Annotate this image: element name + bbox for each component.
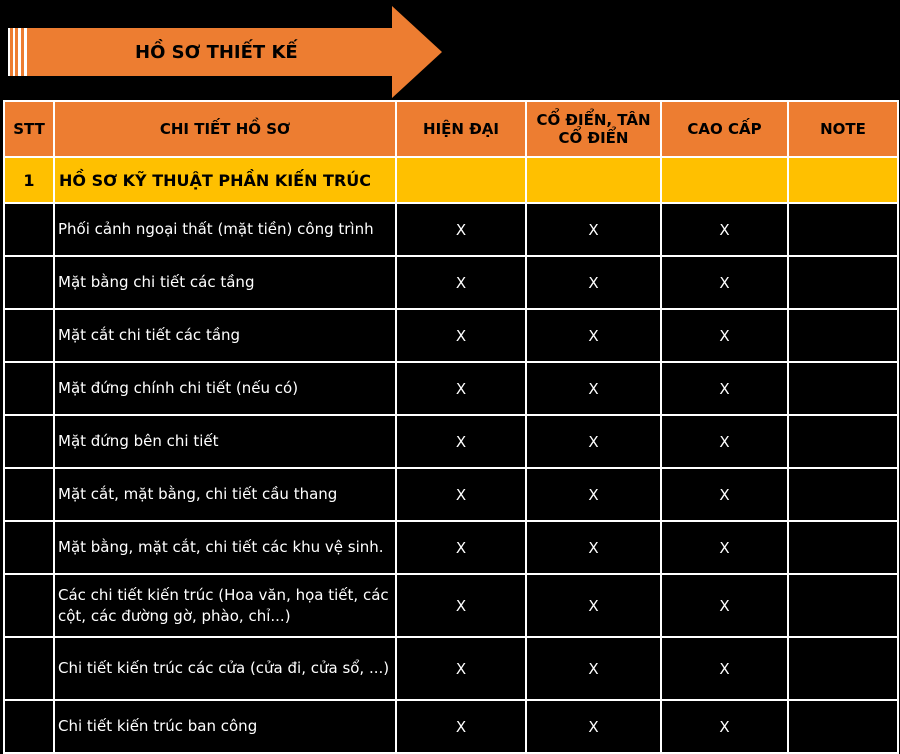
table-row	[4, 468, 898, 521]
row-classic: X	[526, 362, 661, 415]
table-row	[4, 574, 898, 637]
stripe-4	[24, 28, 27, 76]
row-modern: X	[396, 203, 526, 256]
table-row	[4, 521, 898, 574]
row-stt	[4, 362, 54, 415]
row-note	[788, 468, 898, 521]
row-stt	[4, 415, 54, 468]
header-luxury: CAO CẤP	[661, 101, 788, 157]
row-classic: X	[526, 256, 661, 309]
row-luxury: X	[661, 637, 788, 700]
stripe-3	[18, 28, 21, 76]
row-detail: Mặt đứng bên chi tiết	[54, 415, 396, 468]
row-classic: X	[526, 521, 661, 574]
stripe-1	[8, 28, 10, 76]
row-stt	[4, 309, 54, 362]
row-note	[788, 203, 898, 256]
row-stt	[4, 700, 54, 753]
table-row	[4, 415, 898, 468]
row-stt	[4, 203, 54, 256]
section-title: HỒ SƠ KỸ THUẬT PHẦN KIẾN TRÚC	[54, 157, 396, 203]
row-luxury: X	[661, 415, 788, 468]
row-stt	[4, 468, 54, 521]
row-modern: X	[396, 309, 526, 362]
row-classic: X	[526, 468, 661, 521]
section-cell	[788, 157, 898, 203]
table-header-row	[4, 101, 898, 157]
row-note	[788, 637, 898, 700]
header-note: NOTE	[788, 101, 898, 157]
row-luxury: X	[661, 256, 788, 309]
row-detail: Mặt đứng chính chi tiết (nếu có)	[54, 362, 396, 415]
row-luxury: X	[661, 468, 788, 521]
header-modern: HIỆN ĐẠI	[396, 101, 526, 157]
row-stt	[4, 256, 54, 309]
header-detail: CHI TIẾT HỒ SƠ	[54, 101, 396, 157]
row-note	[788, 574, 898, 637]
section-cell	[396, 157, 526, 203]
section-stt: 1	[4, 157, 54, 203]
row-note	[788, 309, 898, 362]
row-detail: Mặt cắt, mặt bằng, chi tiết cầu thang	[54, 468, 396, 521]
row-note	[788, 362, 898, 415]
header-classic: CỔ ĐIỂN, TÂN CỔ ĐIỂN	[526, 101, 661, 157]
row-classic: X	[526, 203, 661, 256]
row-stt	[4, 637, 54, 700]
table-row	[4, 700, 898, 753]
row-modern: X	[396, 415, 526, 468]
row-luxury: X	[661, 521, 788, 574]
row-detail: Chi tiết kiến trúc các cửa (cửa đi, cửa sổ, ...)	[54, 637, 396, 700]
row-luxury: X	[661, 362, 788, 415]
table-row	[4, 309, 898, 362]
table-row	[4, 203, 898, 256]
row-modern: X	[396, 256, 526, 309]
row-classic: X	[526, 415, 661, 468]
row-classic: X	[526, 309, 661, 362]
row-modern: X	[396, 468, 526, 521]
row-note	[788, 415, 898, 468]
row-classic: X	[526, 637, 661, 700]
row-detail: Mặt bằng chi tiết các tầng	[54, 256, 396, 309]
row-detail: Phối cảnh ngoại thất (mặt tiền) công trình	[54, 203, 396, 256]
section-cell	[661, 157, 788, 203]
row-note	[788, 521, 898, 574]
row-modern: X	[396, 700, 526, 753]
title-banner	[0, 0, 900, 100]
row-modern: X	[396, 521, 526, 574]
row-detail: Mặt cắt chi tiết các tầng	[54, 309, 396, 362]
design-dossier-table	[3, 100, 899, 754]
header-stt: STT	[4, 101, 54, 157]
table-row	[4, 256, 898, 309]
row-modern: X	[396, 637, 526, 700]
table-row	[4, 362, 898, 415]
row-note	[788, 700, 898, 753]
row-classic: X	[526, 574, 661, 637]
row-stt	[4, 521, 54, 574]
banner-title: HỒ SƠ THIẾT KẾ	[135, 42, 298, 63]
row-note	[788, 256, 898, 309]
table-row	[4, 637, 898, 700]
row-stt	[4, 574, 54, 637]
row-luxury: X	[661, 574, 788, 637]
row-luxury: X	[661, 203, 788, 256]
row-classic: X	[526, 700, 661, 753]
stripe-2	[13, 28, 15, 76]
section-row	[4, 157, 898, 203]
row-luxury: X	[661, 309, 788, 362]
section-cell	[526, 157, 661, 203]
row-modern: X	[396, 574, 526, 637]
row-detail: Mặt bằng, mặt cắt, chi tiết các khu vệ sinh.	[54, 521, 396, 574]
row-luxury: X	[661, 700, 788, 753]
row-detail: Các chi tiết kiến trúc (Hoa văn, họa tiết, các cột, các đường gờ, phào, chỉ...)	[54, 574, 396, 637]
row-modern: X	[396, 362, 526, 415]
row-detail: Chi tiết kiến trúc ban công	[54, 700, 396, 753]
